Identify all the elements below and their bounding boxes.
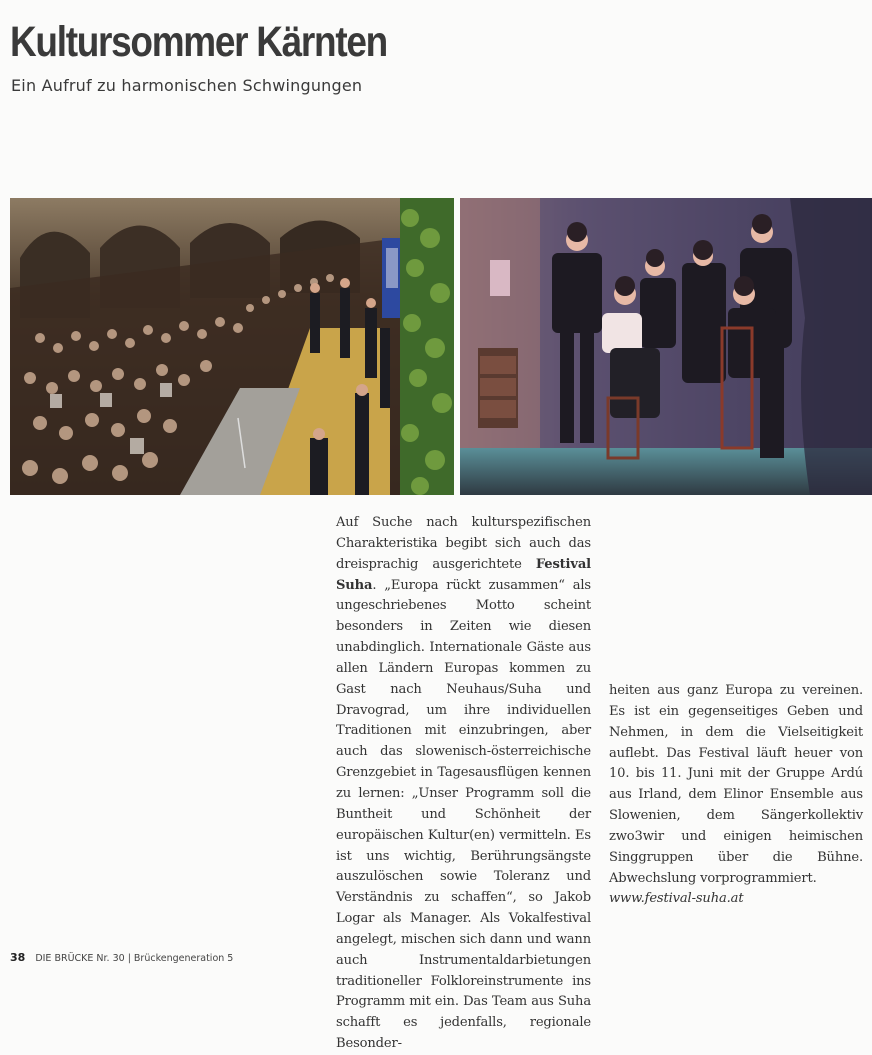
- page-footer: [10, 951, 233, 964]
- column-1-intro: Auf Suche nach kulturspezifischen Charakteristika begibt sich auch das dreisprachig ausgerichtete: [336, 515, 591, 572]
- festival-name: Festival Suha: [336, 556, 591, 593]
- page-number: 38: [10, 951, 26, 964]
- article-title: Kultursommer Kärnten: [10, 18, 387, 66]
- column-1-body: . „Europa rückt zusammen“ als ungeschriebenes Motto scheint besonders in Zeiten wie diesen unabdinglich. Internationale Gäste aus allen Ländern Europas kommen zu Gast nach Neuhaus/Suha und Dravograd, um ihre individuellen Traditionen mit einzubringen, aber auch das slowenisch-österreichische Grenzgebiet in Tagesausflügen kennen zu lernen: „Unser Programm soll die Buntheit und Schönheit der europäischen Kultur(en) vermitteln. Es ist uns wichtig, Berührungsängste auszulöschen sowie Toleranz und Verständnis zu schaffen“, so Jakob Logar als Manager. Als Vokalfestival angelegt, mischen sich dann und wann auch Instrumentaldarbietungen traditioneller Folkloreinstrumente ins Programm mit ein. Das Team aus Suha schafft es jedenfalls, regionale Besonder-: [336, 577, 591, 1052]
- concert-audience-photo: [10, 198, 454, 495]
- festival-url-link[interactable]: www.festival-suha.at: [609, 891, 744, 907]
- ensemble-group-photo: [460, 198, 872, 495]
- article-subtitle: Ein Aufruf zu harmonischen Schwingungen: [11, 76, 363, 95]
- column-2-body: heiten aus ganz Europa zu vereinen. Es ist ein gegenseitiges Geben und Nehmen, in dem die Vielseitigkeit auflebt. Das Festival läuft heuer von 10. bis 11. Juni mit der Gruppe Ardú aus Irland, dem Elinor Ensemble aus Slowenien, dem Sängerkollektiv zwo3wir und einigen heimischen Singgruppen über die Bühne. Abwechslung vorprogrammiert.: [609, 683, 863, 886]
- article-column-2: [609, 681, 863, 910]
- article-column-1: [336, 513, 591, 1055]
- issue-info: Nr. 30 | Brückengeneration 5: [93, 953, 234, 964]
- magazine-name: DIE BRÜCKE: [35, 953, 94, 964]
